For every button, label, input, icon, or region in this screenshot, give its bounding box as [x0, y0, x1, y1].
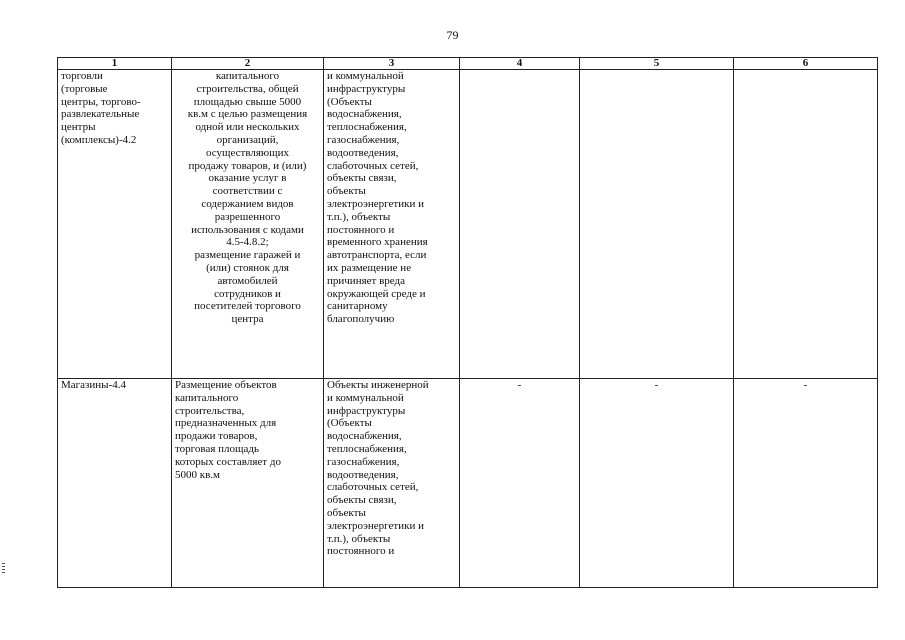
cell-col-4: - — [460, 379, 580, 588]
table-row — [58, 379, 878, 588]
cell-col-6 — [734, 70, 878, 379]
cell-col-6: - — [734, 379, 878, 588]
header-col-5: 5 — [580, 58, 734, 70]
zoning-table — [57, 57, 878, 588]
header-row — [58, 58, 878, 70]
header-col-3: 3 — [324, 58, 460, 70]
cell-col-5 — [580, 70, 734, 379]
scan-margin-mark — [2, 563, 5, 577]
cell-col-5: - — [580, 379, 734, 588]
cell-use-type: торговли (торговые центры, торгово- развлекательные центры (комплексы)-4.2 — [58, 70, 172, 379]
table-row — [58, 70, 878, 379]
header-col-4: 4 — [460, 58, 580, 70]
cell-description: Размещение объектов капитального строительства, предназначенных для продажи товаров, торговая площадь которых составляет до 5000 кв.м — [172, 379, 324, 588]
header-col-1: 1 — [58, 58, 172, 70]
cell-auxiliary-uses: и коммунальной инфраструктуры (Объекты водоснабжения, теплоснабжения, газоснабжения, водоотведения, слаботочных сетей, объекты связи, объекты электроэнергетики и т.п.), объекты постоянного и временного хранения автотранспорта, если их размещение не причиняет вреда окружающей среде и санитарному благополучию — [324, 70, 460, 379]
cell-auxiliary-uses: Объекты инженерной и коммунальной инфраструктуры (Объекты водоснабжения, теплоснабжения, газоснабжения, водоотведения, слаботочных сетей, объекты связи, объекты электроэнергетики и т.п.), объекты постоянного и — [324, 379, 460, 588]
cell-use-type: Магазины-4.4 — [58, 379, 172, 588]
cell-description: капитального строительства, общей площадью свыше 5000 кв.м с целью размещения одной или нескольких организаций, осуществляющих продажу товаров, и (или) оказание услуг в соответствии с содержанием видов разрешенного использования с кодами 4.5-4.8.2; размещение гаражей и (или) стоянок для автомобилей сотрудников и посетителей торгового центра — [172, 70, 324, 379]
header-col-2: 2 — [172, 58, 324, 70]
cell-col-4 — [460, 70, 580, 379]
header-col-6: 6 — [734, 58, 878, 70]
page-number: 79 — [446, 28, 459, 42]
